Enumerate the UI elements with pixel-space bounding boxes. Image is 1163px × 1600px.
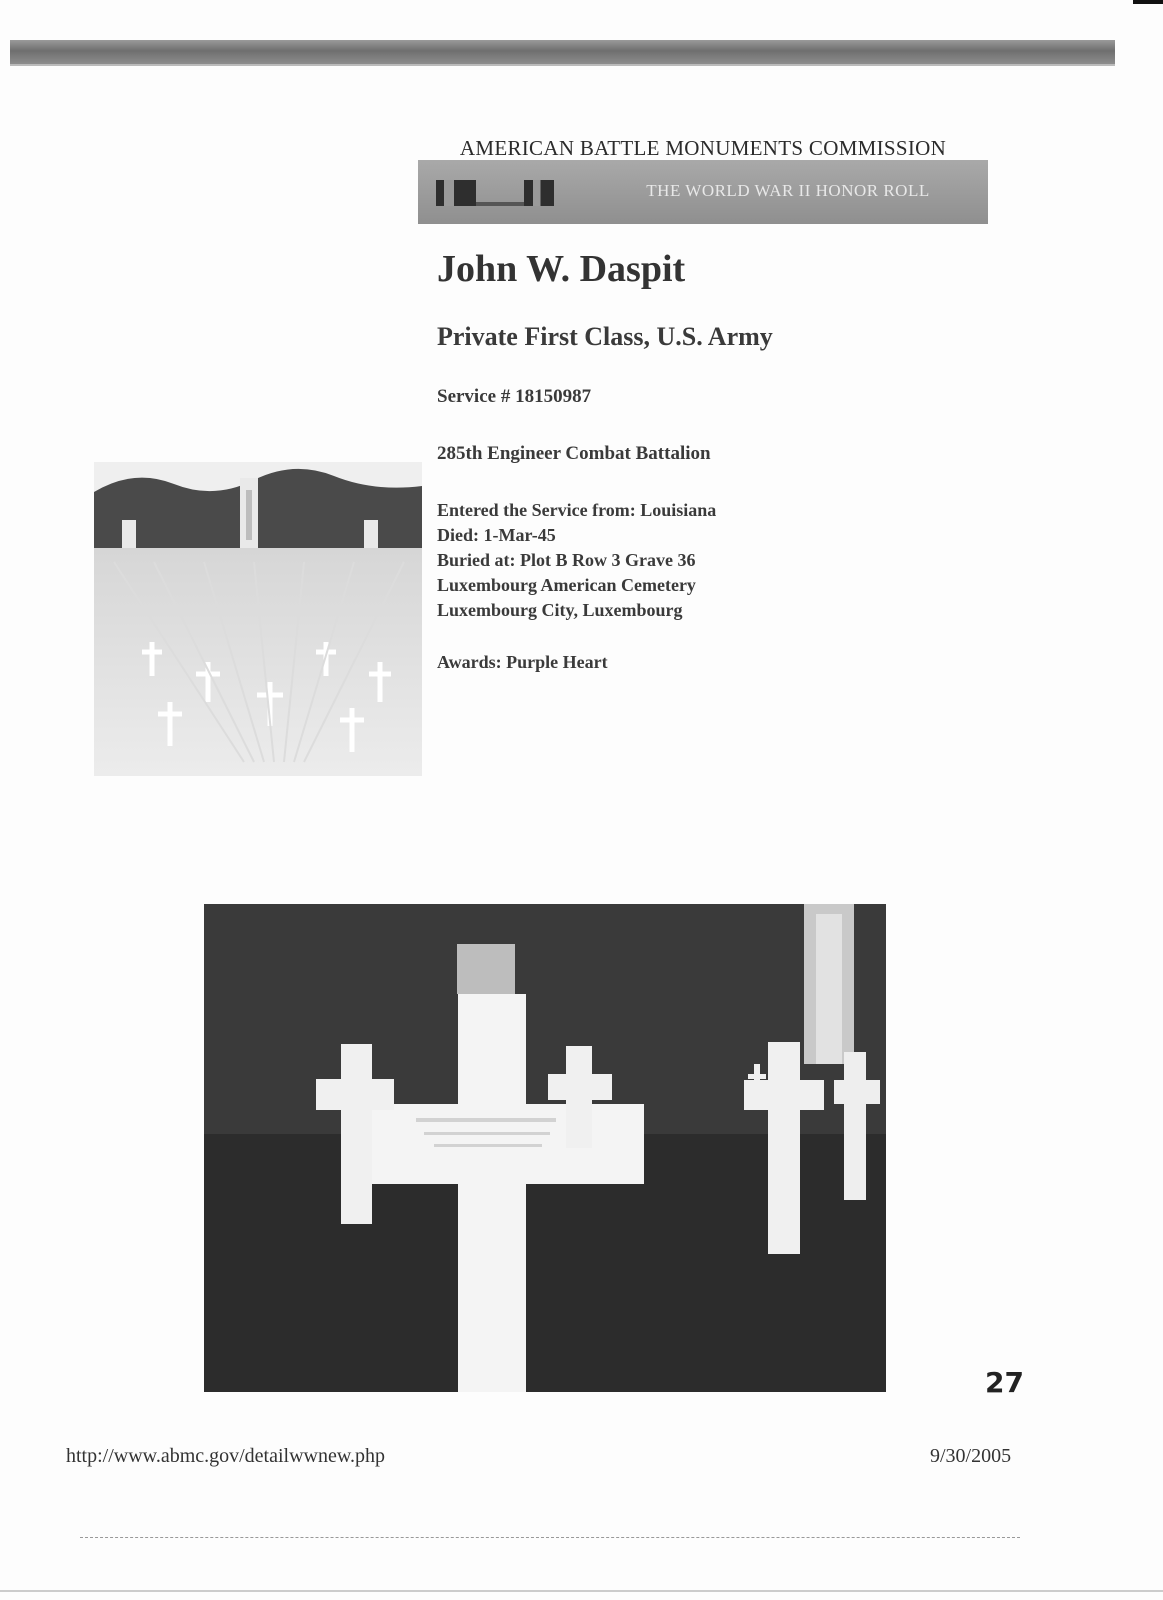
cemetery-photo xyxy=(94,462,422,776)
organization-name: AMERICAN BATTLE MONUMENTS COMMISSION xyxy=(459,136,947,160)
footer-date: 9/30/2005 xyxy=(930,1445,1012,1467)
footer-url: http://www.abmc.gov/detailwwnew.php xyxy=(66,1445,386,1467)
cemetery-city: Luxembourg City, Luxembourg xyxy=(437,600,683,620)
banner-emblem-right xyxy=(524,180,554,206)
grave-photo xyxy=(204,904,886,1392)
bottom-rule xyxy=(80,1537,1020,1538)
service-number: Service # 18150987 xyxy=(437,386,592,407)
soldier-rank: Private First Class, U.S. Army xyxy=(437,322,773,351)
banner-emblem-left xyxy=(436,180,476,206)
browser-header-bar xyxy=(10,40,1115,66)
honor-roll-banner xyxy=(418,160,988,224)
banner-emblem-bar xyxy=(476,202,524,206)
unit-name: 285th Engineer Combat Battalion xyxy=(437,443,711,464)
soldier-name: John W. Daspit xyxy=(437,248,686,290)
service-details xyxy=(437,498,716,623)
burial-location: Buried at: Plot B Row 3 Grave 36 xyxy=(437,550,696,570)
cemetery-name: Luxembourg American Cemetery xyxy=(437,575,696,595)
awards: Awards: Purple Heart xyxy=(437,652,608,672)
page-number: 27 xyxy=(985,1366,1024,1399)
entered-service-from: Entered the Service from: Louisiana xyxy=(437,500,717,520)
banner-title: THE WORLD WAR II HONOR ROLL xyxy=(646,181,930,200)
scan-edge xyxy=(0,1590,1163,1592)
scan-corner-mark xyxy=(1133,0,1163,4)
date-of-death: Died: 1-Mar-45 xyxy=(437,525,556,545)
